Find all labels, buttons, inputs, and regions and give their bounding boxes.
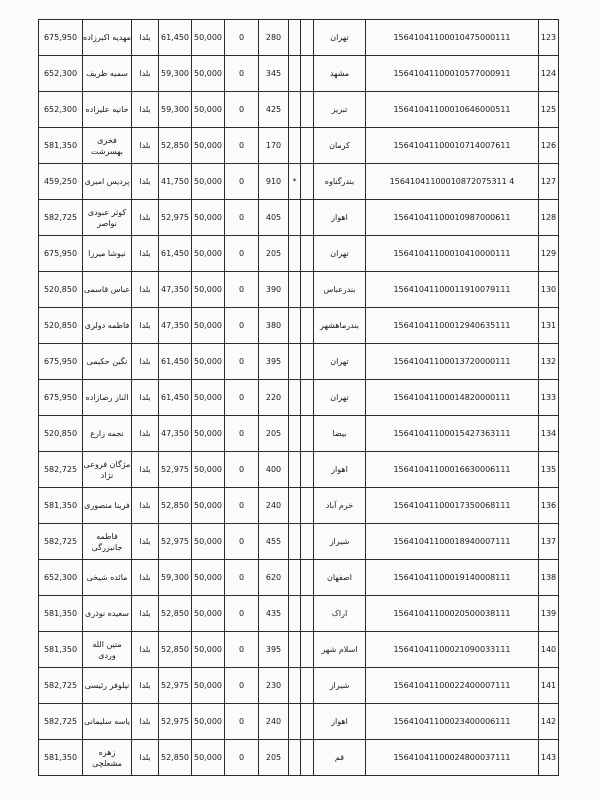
- table-row: [39, 272, 559, 308]
- zero-cell: 0: [225, 524, 259, 560]
- empty-cell: [301, 524, 314, 560]
- code-cell: 15641041100013720000111: [366, 344, 539, 380]
- name-cell: مهدیه اکبرزاده: [83, 20, 132, 56]
- total-cell: 581,350: [39, 488, 83, 524]
- empty-cell: [301, 560, 314, 596]
- amount-cell: 52,850: [159, 128, 192, 164]
- count-cell: 205: [259, 416, 289, 452]
- count-cell: 400: [259, 452, 289, 488]
- base-amount-cell: 50,000: [192, 704, 225, 740]
- zero-cell: 0: [225, 704, 259, 740]
- amount-cell: 52,850: [159, 632, 192, 668]
- total-cell: 520,850: [39, 272, 83, 308]
- base-amount-cell: 50,000: [192, 128, 225, 164]
- base-amount-cell: 50,000: [192, 20, 225, 56]
- zero-cell: 0: [225, 416, 259, 452]
- total-cell: 582,725: [39, 704, 83, 740]
- name-cell: عباس قاسمی: [83, 272, 132, 308]
- status-cell: بلدا: [132, 200, 159, 236]
- row-number-cell: 141: [539, 668, 559, 704]
- name-cell: زهره مشعلچی: [83, 740, 132, 776]
- total-cell: 652,300: [39, 560, 83, 596]
- amount-cell: 41,750: [159, 164, 192, 200]
- total-cell: 675,950: [39, 20, 83, 56]
- count-cell: 910: [259, 164, 289, 200]
- empty-cell: [301, 272, 314, 308]
- base-amount-cell: 50,000: [192, 380, 225, 416]
- zero-cell: 0: [225, 56, 259, 92]
- status-cell: بلدا: [132, 704, 159, 740]
- mark-cell: [289, 308, 301, 344]
- amount-cell: 47,350: [159, 272, 192, 308]
- city-cell: اصفهان: [314, 560, 366, 596]
- count-cell: 345: [259, 56, 289, 92]
- mark-cell: [289, 380, 301, 416]
- mark-cell: [289, 668, 301, 704]
- empty-cell: [301, 668, 314, 704]
- count-cell: 435: [259, 596, 289, 632]
- name-cell: الناز رضازاده: [83, 380, 132, 416]
- city-cell: خرم آباد: [314, 488, 366, 524]
- name-cell: پردیس امیری: [83, 164, 132, 200]
- amount-cell: 59,300: [159, 92, 192, 128]
- total-cell: 582,725: [39, 524, 83, 560]
- table-row: [39, 524, 559, 560]
- mark-cell: [289, 560, 301, 596]
- row-number-cell: 136: [539, 488, 559, 524]
- empty-cell: [301, 20, 314, 56]
- amount-cell: 47,350: [159, 416, 192, 452]
- name-cell: فاطمه جانبزرگی: [83, 524, 132, 560]
- row-number-cell: 128: [539, 200, 559, 236]
- status-cell: بلدا: [132, 524, 159, 560]
- status-cell: بلدا: [132, 92, 159, 128]
- total-cell: 675,950: [39, 380, 83, 416]
- mark-cell: [289, 632, 301, 668]
- zero-cell: 0: [225, 668, 259, 704]
- row-number-cell: 130: [539, 272, 559, 308]
- mark-cell: [289, 20, 301, 56]
- total-cell: 581,350: [39, 632, 83, 668]
- row-number-cell: 142: [539, 704, 559, 740]
- code-cell: 15641041100010987000611: [366, 200, 539, 236]
- city-cell: اهواز: [314, 452, 366, 488]
- status-cell: بلدا: [132, 308, 159, 344]
- city-cell: مشهد: [314, 56, 366, 92]
- city-cell: تهران: [314, 344, 366, 380]
- empty-cell: [301, 164, 314, 200]
- count-cell: 220: [259, 380, 289, 416]
- count-cell: 230: [259, 668, 289, 704]
- zero-cell: 0: [225, 452, 259, 488]
- status-cell: بلدا: [132, 164, 159, 200]
- empty-cell: [301, 740, 314, 776]
- code-cell: 15641041100017350068111: [366, 488, 539, 524]
- code-cell: 15641041100010410000111: [366, 236, 539, 272]
- name-cell: حانیه علیزاده: [83, 92, 132, 128]
- amount-cell: 52,850: [159, 488, 192, 524]
- code-cell: 15641041100018940007111: [366, 524, 539, 560]
- table-row: [39, 200, 559, 236]
- empty-cell: [301, 632, 314, 668]
- mark-cell: [289, 92, 301, 128]
- table-row: [39, 740, 559, 776]
- mark-cell: [289, 452, 301, 488]
- city-cell: شیراز: [314, 524, 366, 560]
- count-cell: 395: [259, 632, 289, 668]
- row-number-cell: 123: [539, 20, 559, 56]
- row-number-cell: 132: [539, 344, 559, 380]
- base-amount-cell: 50,000: [192, 596, 225, 632]
- table-row: [39, 668, 559, 704]
- base-amount-cell: 50,000: [192, 236, 225, 272]
- city-cell: بندرعباس: [314, 272, 366, 308]
- empty-cell: [301, 596, 314, 632]
- table-row: [39, 488, 559, 524]
- city-cell: بندرگناوه: [314, 164, 366, 200]
- zero-cell: 0: [225, 308, 259, 344]
- code-cell: 15641041100020500038111: [366, 596, 539, 632]
- mark-cell: [289, 416, 301, 452]
- count-cell: 455: [259, 524, 289, 560]
- row-number-cell: 131: [539, 308, 559, 344]
- name-cell: فخری بهسرشت: [83, 128, 132, 164]
- table-row: [39, 560, 559, 596]
- name-cell: فرینا منصوری: [83, 488, 132, 524]
- name-cell: مائده شیخی: [83, 560, 132, 596]
- zero-cell: 0: [225, 92, 259, 128]
- empty-cell: [301, 200, 314, 236]
- row-number-cell: 138: [539, 560, 559, 596]
- code-cell: 15641041100023400006111: [366, 704, 539, 740]
- empty-cell: [301, 488, 314, 524]
- empty-cell: [301, 344, 314, 380]
- code-cell: 15641041100024800037111: [366, 740, 539, 776]
- city-cell: اهواز: [314, 200, 366, 236]
- base-amount-cell: 50,000: [192, 632, 225, 668]
- count-cell: 240: [259, 488, 289, 524]
- base-amount-cell: 50,000: [192, 488, 225, 524]
- amount-cell: 52,975: [159, 668, 192, 704]
- row-number-cell: 143: [539, 740, 559, 776]
- name-cell: فاطمه دولری: [83, 308, 132, 344]
- base-amount-cell: 50,000: [192, 92, 225, 128]
- count-cell: 280: [259, 20, 289, 56]
- code-cell: 15641041100012940635111: [366, 308, 539, 344]
- mark-cell: [289, 272, 301, 308]
- amount-cell: 52,975: [159, 704, 192, 740]
- name-cell: کوثر عبودی نواصر: [83, 200, 132, 236]
- count-cell: 170: [259, 128, 289, 164]
- total-cell: 652,300: [39, 56, 83, 92]
- count-cell: 240: [259, 704, 289, 740]
- row-number-cell: 139: [539, 596, 559, 632]
- amount-cell: 47,350: [159, 308, 192, 344]
- table-row: [39, 632, 559, 668]
- code-cell: 15641041100010872075311 4: [366, 164, 539, 200]
- count-cell: 620: [259, 560, 289, 596]
- status-cell: بلدا: [132, 236, 159, 272]
- status-cell: بلدا: [132, 668, 159, 704]
- name-cell: سعیده نوذری: [83, 596, 132, 632]
- zero-cell: 0: [225, 632, 259, 668]
- zero-cell: 0: [225, 200, 259, 236]
- row-number-cell: 133: [539, 380, 559, 416]
- status-cell: بلدا: [132, 272, 159, 308]
- empty-cell: [301, 92, 314, 128]
- roster-table: [38, 19, 559, 776]
- table-row: [39, 236, 559, 272]
- status-cell: بلدا: [132, 128, 159, 164]
- row-number-cell: 129: [539, 236, 559, 272]
- zero-cell: 0: [225, 272, 259, 308]
- empty-cell: [301, 452, 314, 488]
- amount-cell: 52,975: [159, 452, 192, 488]
- base-amount-cell: 50,000: [192, 524, 225, 560]
- empty-cell: [301, 308, 314, 344]
- base-amount-cell: 50,000: [192, 56, 225, 92]
- name-cell: نگین حکیمی: [83, 344, 132, 380]
- code-cell: 15641041100010714007611: [366, 128, 539, 164]
- mark-cell: *: [289, 164, 301, 200]
- zero-cell: 0: [225, 560, 259, 596]
- total-cell: 582,725: [39, 452, 83, 488]
- city-cell: اسلام شهر: [314, 632, 366, 668]
- total-cell: 582,725: [39, 200, 83, 236]
- count-cell: 390: [259, 272, 289, 308]
- amount-cell: 59,300: [159, 56, 192, 92]
- base-amount-cell: 50,000: [192, 308, 225, 344]
- base-amount-cell: 50,000: [192, 344, 225, 380]
- name-cell: سمیه ظریف: [83, 56, 132, 92]
- mark-cell: [289, 344, 301, 380]
- amount-cell: 59,300: [159, 560, 192, 596]
- city-cell: تهران: [314, 20, 366, 56]
- code-cell: 15641041100010646000511: [366, 92, 539, 128]
- code-cell: 15641041100010577000911: [366, 56, 539, 92]
- mark-cell: [289, 200, 301, 236]
- table-row: [39, 20, 559, 56]
- total-cell: 582,725: [39, 668, 83, 704]
- count-cell: 205: [259, 236, 289, 272]
- city-cell: تهران: [314, 380, 366, 416]
- amount-cell: 52,975: [159, 524, 192, 560]
- table-row: [39, 308, 559, 344]
- amount-cell: 61,450: [159, 20, 192, 56]
- status-cell: بلدا: [132, 488, 159, 524]
- empty-cell: [301, 380, 314, 416]
- base-amount-cell: 50,000: [192, 668, 225, 704]
- zero-cell: 0: [225, 596, 259, 632]
- city-cell: تبریز: [314, 92, 366, 128]
- count-cell: 205: [259, 740, 289, 776]
- status-cell: بلدا: [132, 56, 159, 92]
- city-cell: قم: [314, 740, 366, 776]
- count-cell: 395: [259, 344, 289, 380]
- name-cell: متین الله وردی: [83, 632, 132, 668]
- base-amount-cell: 50,000: [192, 740, 225, 776]
- table-row: [39, 416, 559, 452]
- status-cell: بلدا: [132, 632, 159, 668]
- table-row: [39, 56, 559, 92]
- mark-cell: [289, 524, 301, 560]
- status-cell: بلدا: [132, 560, 159, 596]
- row-number-cell: 137: [539, 524, 559, 560]
- row-number-cell: 134: [539, 416, 559, 452]
- status-cell: بلدا: [132, 344, 159, 380]
- roster-body: [39, 20, 559, 776]
- status-cell: بلدا: [132, 452, 159, 488]
- count-cell: 380: [259, 308, 289, 344]
- status-cell: بلدا: [132, 416, 159, 452]
- status-cell: بلدا: [132, 380, 159, 416]
- count-cell: 405: [259, 200, 289, 236]
- total-cell: 675,950: [39, 344, 83, 380]
- table-row: [39, 164, 559, 200]
- code-cell: 15641041100014820000111: [366, 380, 539, 416]
- code-cell: 15641041100019140008111: [366, 560, 539, 596]
- total-cell: 520,850: [39, 416, 83, 452]
- mark-cell: [289, 488, 301, 524]
- row-number-cell: 127: [539, 164, 559, 200]
- empty-cell: [301, 128, 314, 164]
- code-cell: 15641041100015427363111: [366, 416, 539, 452]
- empty-cell: [301, 56, 314, 92]
- count-cell: 425: [259, 92, 289, 128]
- amount-cell: 52,850: [159, 596, 192, 632]
- empty-cell: [301, 416, 314, 452]
- total-cell: 675,950: [39, 236, 83, 272]
- amount-cell: 61,450: [159, 380, 192, 416]
- city-cell: اراک: [314, 596, 366, 632]
- mark-cell: [289, 236, 301, 272]
- mark-cell: [289, 128, 301, 164]
- mark-cell: [289, 596, 301, 632]
- total-cell: 581,350: [39, 596, 83, 632]
- code-cell: 15641041100016630006111: [366, 452, 539, 488]
- city-cell: بندرماهشهر: [314, 308, 366, 344]
- zero-cell: 0: [225, 128, 259, 164]
- name-cell: یاسه سلیمانی: [83, 704, 132, 740]
- name-cell: نیلوفر رئیسی: [83, 668, 132, 704]
- table-row: [39, 380, 559, 416]
- name-cell: نجمه زارع: [83, 416, 132, 452]
- zero-cell: 0: [225, 236, 259, 272]
- mark-cell: [289, 56, 301, 92]
- base-amount-cell: 50,000: [192, 164, 225, 200]
- status-cell: بلدا: [132, 596, 159, 632]
- total-cell: 581,350: [39, 740, 83, 776]
- name-cell: مژگان فروعی نژاد: [83, 452, 132, 488]
- base-amount-cell: 50,000: [192, 272, 225, 308]
- zero-cell: 0: [225, 488, 259, 524]
- total-cell: 652,300: [39, 92, 83, 128]
- city-cell: اهواز: [314, 704, 366, 740]
- table-row: [39, 344, 559, 380]
- amount-cell: 61,450: [159, 236, 192, 272]
- base-amount-cell: 50,000: [192, 416, 225, 452]
- total-cell: 520,850: [39, 308, 83, 344]
- base-amount-cell: 50,000: [192, 200, 225, 236]
- table-row: [39, 452, 559, 488]
- code-cell: 15641041100010475000111: [366, 20, 539, 56]
- code-cell: 15641041100011910079111: [366, 272, 539, 308]
- zero-cell: 0: [225, 164, 259, 200]
- amount-cell: 61,450: [159, 344, 192, 380]
- row-number-cell: 135: [539, 452, 559, 488]
- amount-cell: 52,975: [159, 200, 192, 236]
- name-cell: نیوشا میرزا: [83, 236, 132, 272]
- mark-cell: [289, 740, 301, 776]
- row-number-cell: 125: [539, 92, 559, 128]
- city-cell: بیضا: [314, 416, 366, 452]
- city-cell: تهران: [314, 236, 366, 272]
- table-row: [39, 92, 559, 128]
- zero-cell: 0: [225, 380, 259, 416]
- code-cell: 15641041100021090033111: [366, 632, 539, 668]
- empty-cell: [301, 236, 314, 272]
- base-amount-cell: 50,000: [192, 452, 225, 488]
- row-number-cell: 126: [539, 128, 559, 164]
- status-cell: بلدا: [132, 20, 159, 56]
- total-cell: 459,250: [39, 164, 83, 200]
- table-row: [39, 596, 559, 632]
- status-cell: بلدا: [132, 740, 159, 776]
- city-cell: شیراز: [314, 668, 366, 704]
- zero-cell: 0: [225, 20, 259, 56]
- row-number-cell: 124: [539, 56, 559, 92]
- total-cell: 581,350: [39, 128, 83, 164]
- zero-cell: 0: [225, 344, 259, 380]
- city-cell: کرمان: [314, 128, 366, 164]
- code-cell: 15641041100022400007111: [366, 668, 539, 704]
- row-number-cell: 140: [539, 632, 559, 668]
- table-row: [39, 128, 559, 164]
- zero-cell: 0: [225, 740, 259, 776]
- empty-cell: [301, 704, 314, 740]
- table-row: [39, 704, 559, 740]
- mark-cell: [289, 704, 301, 740]
- base-amount-cell: 50,000: [192, 560, 225, 596]
- amount-cell: 52,850: [159, 740, 192, 776]
